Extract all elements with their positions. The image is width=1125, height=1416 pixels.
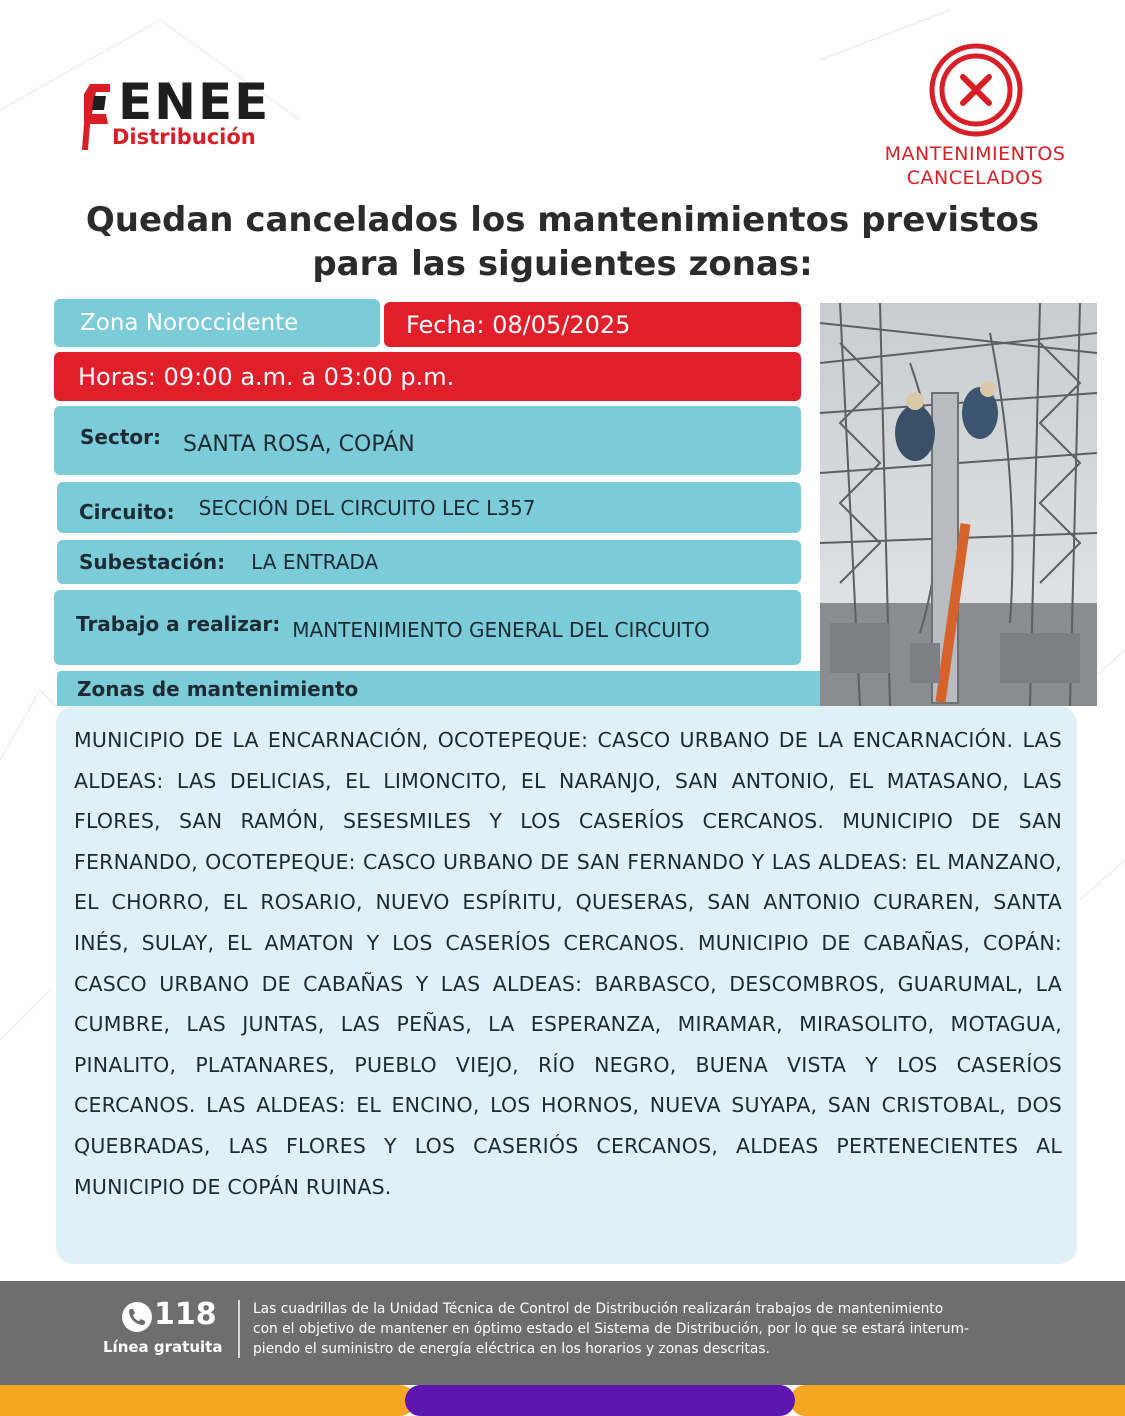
trabajo-value: MANTENIMIENTO GENERAL DEL CIRCUITO (292, 617, 710, 642)
cancel-label-line1: MANTENIMIENTOS (884, 143, 1066, 165)
bottom-strip-orange-right (790, 1385, 1125, 1416)
sector-label: Sector: (80, 424, 161, 449)
zona-bar (54, 299, 380, 347)
trabajo-label: Trabajo a realizar: (76, 611, 281, 636)
trabajo-bar (54, 590, 801, 665)
sector-value: SANTA ROSA, COPÁN (183, 432, 415, 457)
circuito-label: Circuito: (79, 499, 175, 524)
substation-photo (820, 303, 1097, 706)
footer-note-line3: piendo el suministro de energía eléctrica en los horarios y zonas descritas. (253, 1341, 770, 1357)
horas-bar (54, 352, 801, 401)
circuito-bar (57, 482, 801, 533)
footer-note-line1: Las cuadrillas de la Unidad Técnica de Control de Distribución realizarán trabajos de mantenimiento (253, 1301, 944, 1317)
phone-caption: Línea gratuita (103, 1338, 223, 1356)
title-line1: Quedan cancelados los mantenimientos previstos (85, 200, 1040, 240)
subestacion-bar (57, 540, 801, 584)
zonas-label-bar (57, 671, 825, 706)
fecha-text: Fecha: 08/05/2025 (406, 310, 631, 339)
footer-note (253, 1299, 1053, 1359)
footer-divider (238, 1300, 240, 1358)
bottom-strip-purple (405, 1385, 795, 1416)
cancel-label-line2: CANCELADOS (906, 167, 1044, 189)
cancel-label (860, 142, 1090, 190)
subestacion-label: Subestación: (79, 550, 226, 574)
bottom-strip-orange-left (0, 1385, 415, 1416)
page-title (30, 198, 1095, 286)
fecha-bar (384, 302, 801, 347)
logo-wordmark: ENEE (118, 73, 271, 131)
logo-mark-icon (82, 84, 112, 150)
enee-logo (82, 73, 312, 154)
horas-text: Horas: 09:00 a.m. a 03:00 p.m. (78, 362, 455, 391)
x-circle-icon (928, 42, 1024, 138)
phone-icon (121, 1301, 153, 1333)
sector-bar (54, 406, 801, 475)
zonas-label: Zonas de mantenimiento (77, 676, 359, 701)
zona-text: Zona Noroccidente (80, 310, 299, 336)
subestacion-value: LA ENTRADA (251, 550, 379, 574)
footer-note-line2: con el objetivo de mantener en óptimo estado el Sistema de Distribución, por lo que se estará interum- (253, 1321, 969, 1337)
phone-number: 118 (154, 1297, 217, 1332)
zonas-description: MUNICIPIO DE LA ENCARNACIÓN, OCOTEPEQUE: CASCO URBANO DE LA ENCARNACIÓN. LAS ALDEAS: LAS DELICIAS, EL LIMONCITO, EL NARANJO, SAN ANTONIO, EL MATASANO, LAS FLORES, SAN RAMÓN, SESESMILES Y LOS CASERÍOS CERCANOS. MUNICIPIO DE SAN FERNANDO, OCOTEPEQUE: CASCO URBANO DE SAN FERNANDO Y LAS ALDEAS: EL MANZANO, EL CHORRO, EL ROSARIO, NUEVO ESPÍRITU, QUESERAS, SAN ANTONIO CURAREN, SANTA INÉS, SULAY, EL AMATON Y LOS CASERÍOS CERCANOS. MUNICIPIO DE CABAÑAS, COPÁN: CASCO URBANO DE CABAÑAS Y LAS ALDEAS: BARBASCO, DESCOMBROS, GUARUMAL, LA CUMBRE, LAS JUNTAS, LAS PEÑAS, LA ESPERANZA, MIRAMAR, MIRASOLITO, MOTAGUA, PINALITO, PLATANARES, PUEBLO VIEJO, RÍO NEGRO, BUENA VISTA Y LOS CASERÍOS CERCANOS. LAS ALDEAS: EL ENCINO, LOS HORNOS, NUEVA SUYAPA, SAN CRISTOBAL, DOS QUEBRADAS, LAS FLORES Y LOS CASERIÓS CERCANOS, ALDEAS PERTENECIENTES AL MUNICIPIO DE COPÁN RUINAS. (74, 728, 1062, 1199)
title-line2: para las siguientes zonas: (312, 244, 813, 284)
circuito-value: SECCIÓN DEL CIRCUITO LEC L357 (198, 495, 536, 520)
logo-subtitle: Distribución (112, 125, 256, 149)
